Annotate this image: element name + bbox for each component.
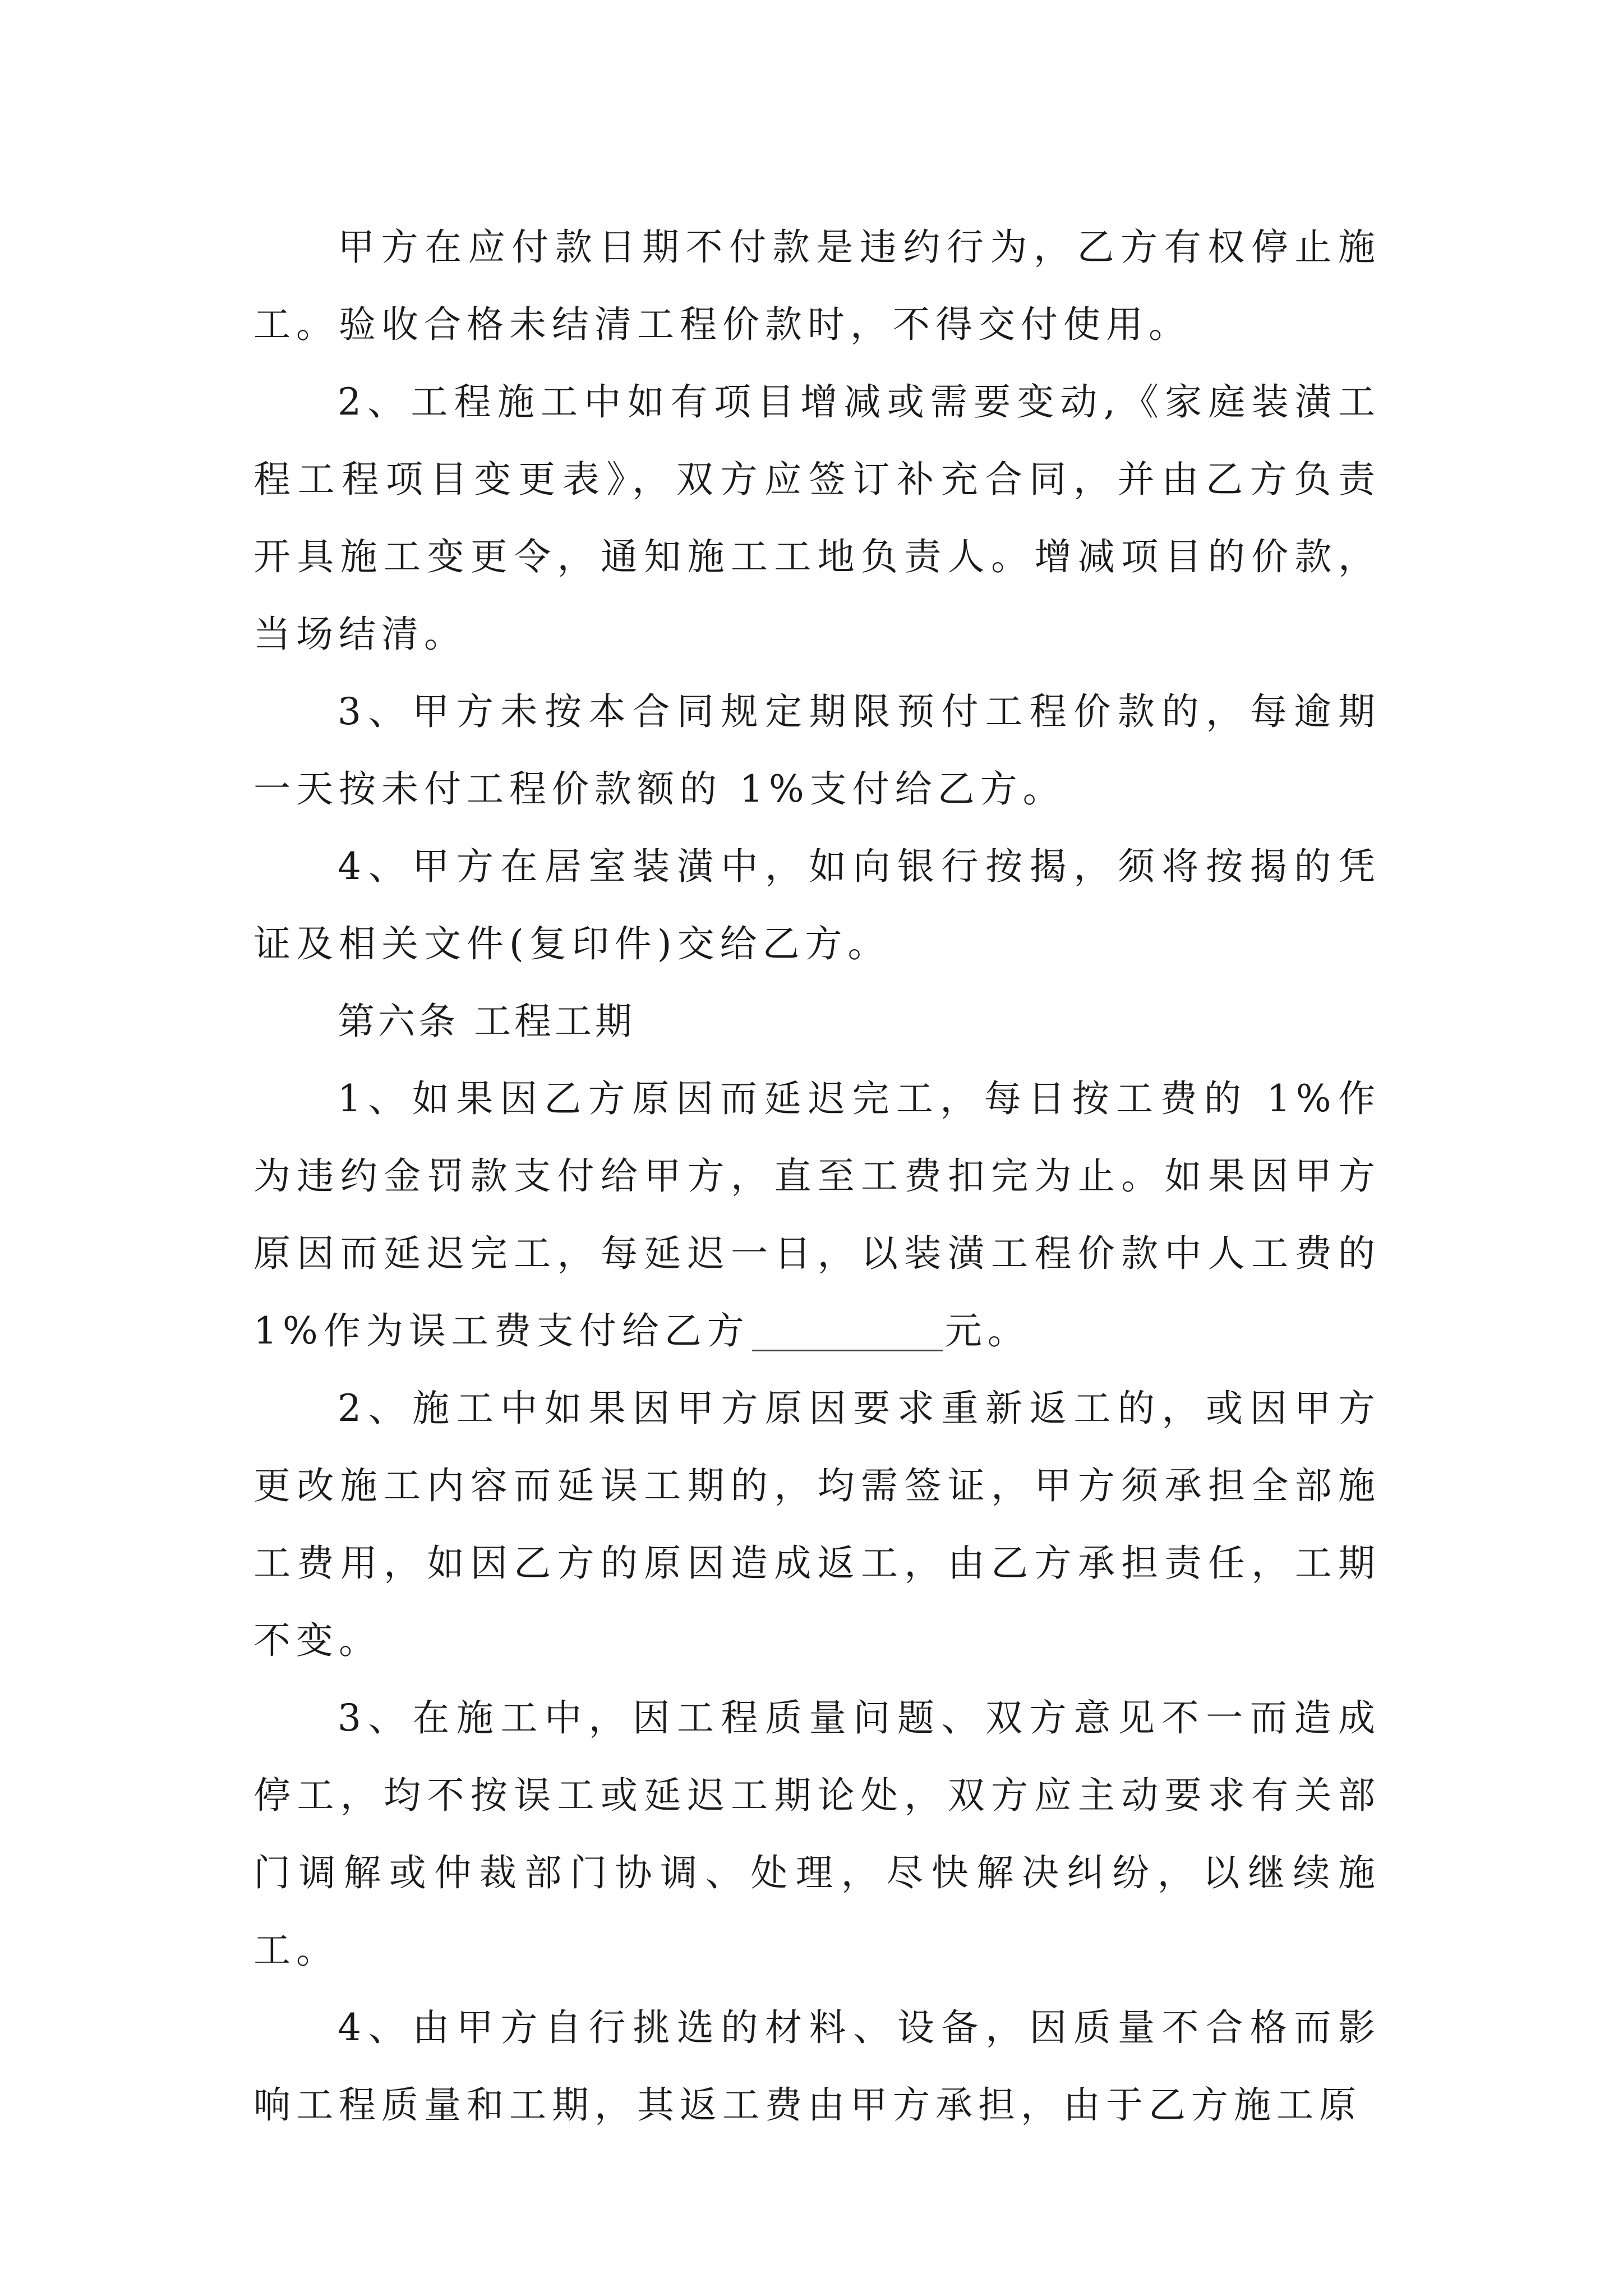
paragraph-project-change: 2、工程施工中如有项目增减或需要变动,《家庭装潢工程工程项目变更表》，双方应签订补充合同，并由乙方负责开具施工变更令，通知施工工地负责人。增减项目的价款，当场结清。 bbox=[253, 380, 1381, 656]
amount-blank-line bbox=[752, 1347, 943, 1351]
document-body bbox=[253, 209, 1381, 2144]
paragraph-materials: 4、由甲方自行挑选的材料、设备，因质量不合格而影响工程质量和工期，其返工费由甲方承担，由于乙方施工原 bbox=[253, 2006, 1381, 2127]
paragraph-late-prepayment: 3、甲方未按本合同规定期限预付工程价款的，每逾期一天按未付工程价款额的 1%支付给乙方。 bbox=[253, 690, 1381, 811]
paragraph-rework: 2、施工中如果因甲方原因要求重新返工的，或因甲方更改施工内容而延误工期的，均需签证，甲方须承担全部施工费用，如因乙方的原因造成返工，由乙方承担责任，工期不变。 bbox=[253, 1387, 1381, 1662]
paragraph-payment-default: 甲方在应付款日期不付款是违约行为，乙方有权停止施工。验收合格未结清工程价款时，不得交付使用。 bbox=[253, 226, 1381, 346]
section-heading: 第六条 工程工期 bbox=[338, 1000, 635, 1043]
paragraph-delay-penalty-unit: 元。 bbox=[944, 1309, 1030, 1352]
paragraph-bank-mortgage: 4、甲方在居室装潢中，如向银行按揭，须将按揭的凭证及相关文件(复印件)交给乙方。 bbox=[253, 845, 1381, 965]
paragraph-delay-penalty bbox=[253, 1060, 1381, 1370]
paragraph-dispute: 3、在施工中，因工程质量问题、双方意见不一而造成停工，均不按误工或延迟工期论处，双方应主动要求有关部门调解或仲裁部门协调、处理，尽快解决纠纷，以继续施工。 bbox=[253, 1696, 1381, 1972]
paragraph-delay-penalty-text: 1、如果因乙方原因而延迟完工，每日按工费的 1%作为违约金罚款支付给甲方，直至工费扣完为止。如果因甲方原因而延迟完工，每延迟一日，以装潢工程价款中人工费的 1%作为误工费支付给乙方 bbox=[253, 1077, 1381, 1352]
